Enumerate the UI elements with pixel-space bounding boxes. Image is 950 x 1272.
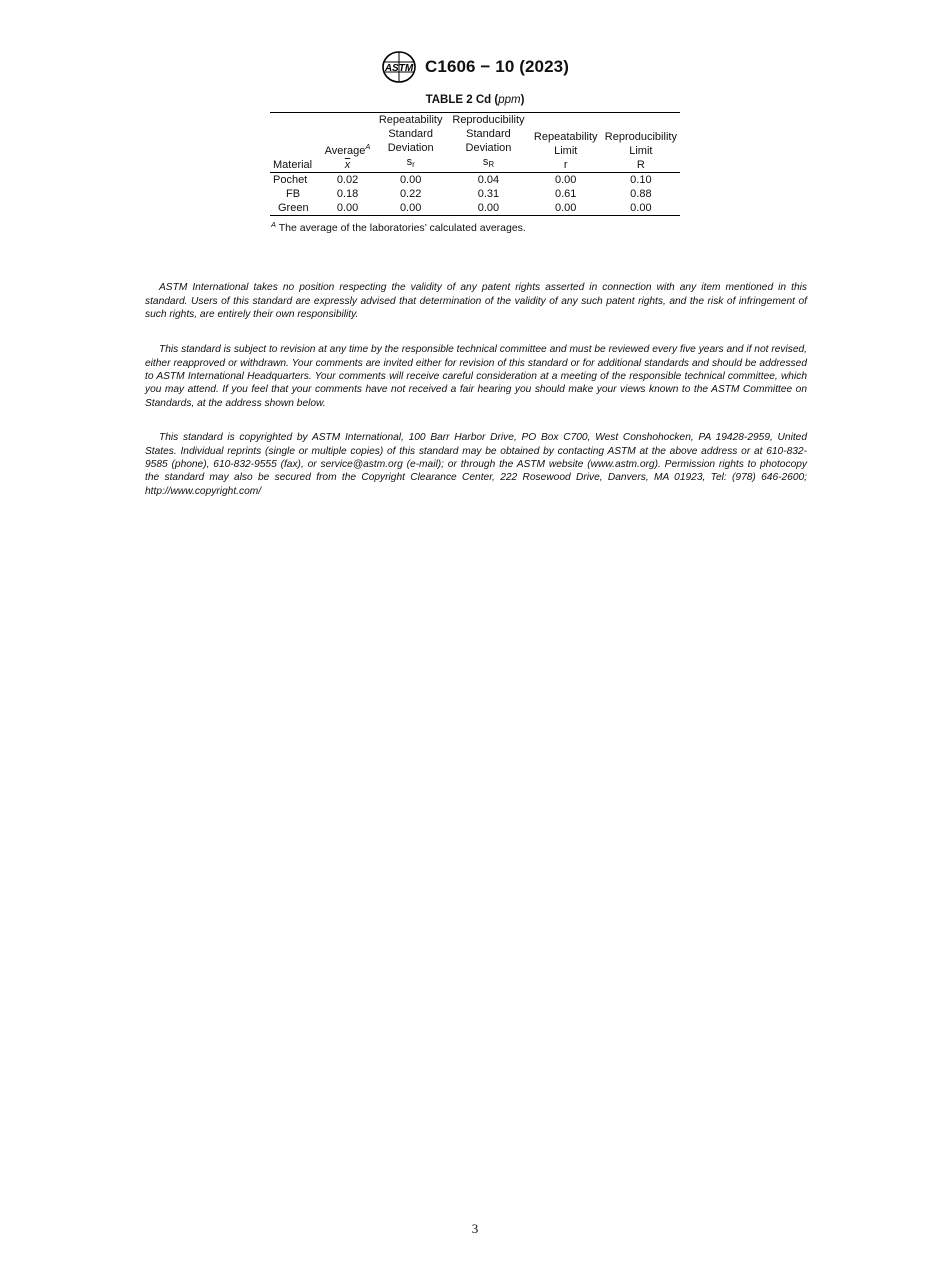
- footnote-text: The average of the laboratories’ calculated averages.: [276, 222, 526, 234]
- cell-material: Pochet: [273, 174, 308, 186]
- header-reproducibility-sd: Reproducibility Standard Deviation $s_R$: [452, 114, 525, 169]
- cell-reproducibility-sd: 0.31: [477, 188, 500, 200]
- cell-reproducibility-limit: 0.10: [630, 174, 652, 186]
- header-average: Average$^A$ $\overline{x}$: [324, 142, 371, 171]
- svg-text:ASTM: ASTM: [384, 63, 414, 74]
- cell-repeatability-limit: 0.00: [555, 174, 577, 186]
- cell-repeatability-limit: 0.61: [555, 188, 577, 200]
- table-row: [270, 201, 680, 216]
- patent-rights-paragraph: ASTM International takes no position respecting the validity of any patent rights asserted in connection with any item mentioned in this standard. Users of this standard are expressly advised that determination of the validity of any such patent rights, and the risk of infringement of such rights, are entirely their own responsibility.: [145, 282, 807, 320]
- astm-logo-icon: [381, 50, 417, 84]
- cell-repeatability-limit: 0.00: [555, 202, 577, 214]
- cell-average: 0.02: [336, 174, 359, 186]
- table-title-prefix: TABLE 2 Cd (: [425, 94, 499, 106]
- header-repeatability-limit: Repeatability Limit r: [533, 131, 598, 171]
- header-reproducibility-limit: Reproducibility Limit R: [604, 131, 677, 171]
- cell-repeatability-sd: 0.00: [399, 174, 422, 186]
- table-footnote: [271, 220, 526, 234]
- cell-reproducibility-limit: 0.00: [630, 202, 652, 214]
- cell-reproducibility-limit: 0.88: [630, 188, 652, 200]
- cell-reproducibility-sd: 0.04: [477, 174, 500, 186]
- table-row: [270, 187, 680, 201]
- revision-paragraph: This standard is subject to revision at any time by the responsible technical committee and must be reviewed every five years and if not revised, either reapproved or withdrawn. Your comments are invited either for revision of this standard or for additional standards and should be addressed to ASTM International Headquarters. Your comments will receive careful consideration at a meeting of the responsible technical committee, which you may attend. If you feel that your comments have not received a fair hearing you should make your views known to the ASTM Committee on Standards, at the address shown below.: [145, 344, 807, 409]
- table-row: [270, 173, 680, 188]
- cell-average: 0.00: [336, 202, 359, 214]
- cell-material: FB: [286, 188, 301, 200]
- table-title-suffix: ): [520, 94, 525, 106]
- footnote-mark: A: [271, 220, 277, 229]
- table-header-row: [270, 113, 680, 173]
- cell-material: Green: [278, 202, 309, 214]
- page-header: [0, 50, 950, 84]
- header-material: Material: [273, 159, 313, 171]
- copyright-paragraph: This standard is copyrighted by ASTM International, 100 Barr Harbor Drive, PO Box C700, West Conshohocken, PA 19428-2959, United States. Individual reprints (single or multiple copies) of this standard may be obtained by contacting ASTM at the above address or at 610-832-9585 (phone), 610-832-9555 (fax), or service@astm.org (e-mail); or through the ASTM website (www.astm.org). Permission rights to photocopy the standard may also be secured from the Copyright Clearance Center, 222 Rosewood Drive, Danvers, MA 01923, Tel: (978) 646-2600; http://www.copyright.com/: [145, 432, 807, 497]
- header-repeatability-sd: Repeatability Standard Deviation $s_r$: [378, 114, 443, 169]
- data-table-wrapper: [270, 112, 680, 216]
- page-number: 3: [471, 1221, 479, 1236]
- document-title: C1606 − 10 (2023): [425, 57, 569, 76]
- cell-average: 0.18: [336, 188, 359, 200]
- cd-precision-table: [270, 112, 680, 216]
- table-title-unit: ppm: [498, 94, 521, 106]
- table-title: [0, 94, 950, 106]
- cell-repeatability-sd: 0.22: [399, 188, 422, 200]
- cell-reproducibility-sd: 0.00: [477, 202, 500, 214]
- cell-repeatability-sd: 0.00: [399, 202, 422, 214]
